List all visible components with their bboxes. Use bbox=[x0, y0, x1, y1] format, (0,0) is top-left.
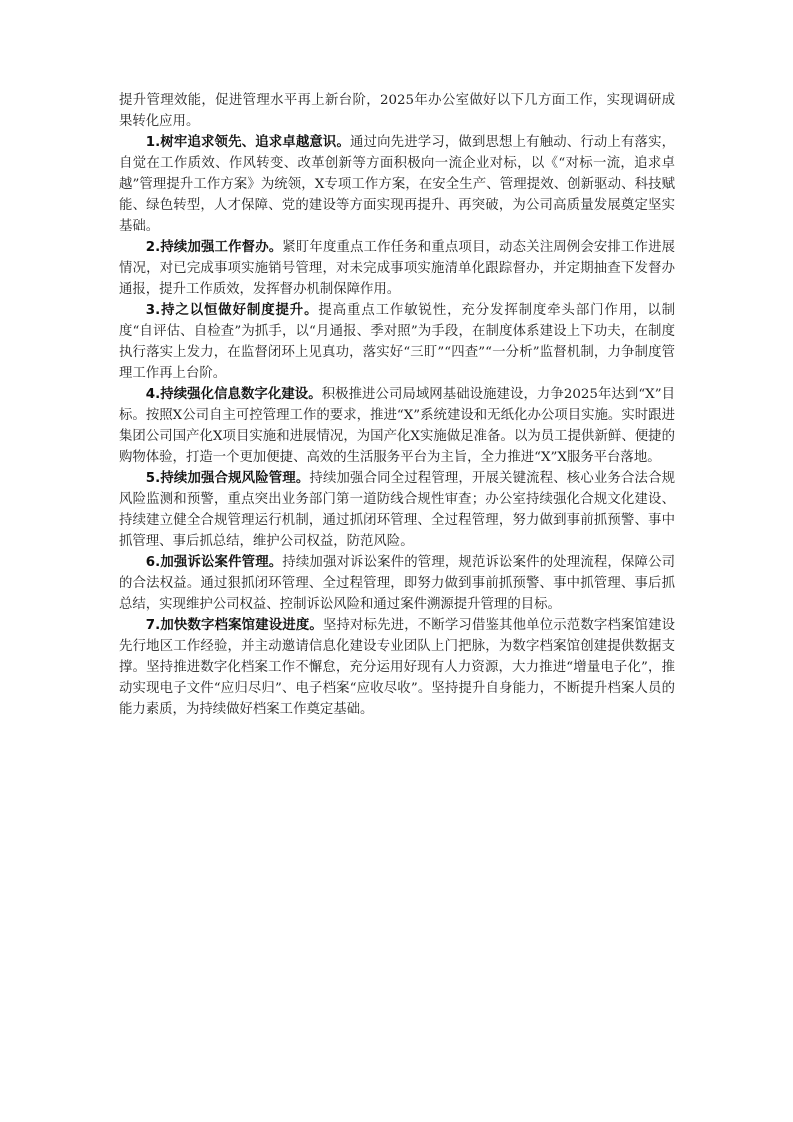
section-7-paragraph bbox=[119, 615, 675, 720]
section-2-paragraph bbox=[119, 237, 675, 300]
section-1-body: 通过向先进学习，做到思想上有触动、行动上有落实，自觉在工作质效、作风转变、改革创新等方面积极向一流企业对标，以《“对标一流，追求卓越”管理提升工作方案》为统领，X专项工作方案，在安全生产、管理提效、创新驱动、科技赋能、绿色转型，人才保障、党的建设等方面实现再提升、再突破，为公司高质量发展奠定坚实基础。 bbox=[119, 135, 676, 234]
section-2-body: 紧盯年度重点工作任务和重点项目，动态关注周例会安排工作进展情况，对已完成事项实施销号管理，对未完成事项实施清单化跟踪督办，并定期抽查下发督办通报，提升工作质效，发挥督办机制保障作用。 bbox=[119, 240, 676, 297]
section-4-body: 积极推进公司局域网基础设施建设，力争2025年达到“X”目标。按照X公司自主可控管理工作的要求，推进“X”系统建设和无纸化办公项目实施。实时跟进集团公司国产化X项目实施和进展情况，为国产化X实施做足准备。以为员工提供新鲜、便捷的购物体验，打造一个更加便捷、高效的生活服务平台为主旨，全力推进“X”X服务平台落地。 bbox=[119, 387, 675, 465]
document-page bbox=[119, 90, 675, 720]
section-5-heading: 5.持续加强合规风险管理。 bbox=[145, 471, 310, 486]
section-6-paragraph bbox=[119, 552, 675, 615]
section-7-body: 坚持对标先进，不断学习借鉴其他单位示范数字档案馆建设先行地区工作经验，并主动邀请信息化建设专业团队上门把脉，为数字档案馆创建提供数据支撑。坚持推进数字化档案工作不懈怠，充分运用好现有人力资源，大力推进“增量电子化”，推动实现电子文件“应归尽归”、电子档案“应收尽收”。坚持提升自身能力，不断提升档案人员的能力素质，为持续做好档案工作奠定基础。 bbox=[119, 618, 676, 717]
section-5-paragraph bbox=[119, 468, 675, 552]
section-3-paragraph bbox=[119, 300, 675, 384]
section-4-paragraph bbox=[119, 384, 675, 468]
section-5-body: 持续加强合同全过程管理，开展关键流程、核心业务合法合规风险监测和预警，重点突出业务部门第一道防线合规性审查；办公室持续强化合规文化建设、持续建立健全合规管理运行机制，通过抓闭环管理、全过程管理，努力做到事前抓预警、事中抓管理、事后抓总结，维护公司权益，防范风险。 bbox=[119, 471, 676, 549]
section-2-heading: 2.持续加强工作督办。 bbox=[145, 240, 283, 255]
section-3-body: 提高重点工作敏锐性，充分发挥制度牵头部门作用，以制度“自评估、自检查”为抓手，以“月通报、季对照”为手段，在制度体系建设上下功夫，在制度执行落实上发力，在监督闭环上见真功，落实好“三盯”“四查”“一分析”监督机制，力争制度管理工作再上台阶。 bbox=[119, 303, 676, 381]
intro-paragraph: 提升管理效能，促进管理水平再上新台阶，2025年办公室做好以下几方面工作，实现调研成果转化应用。 bbox=[119, 93, 675, 129]
section-1-heading: 1.树牢追求领先、追求卓越意识。 bbox=[145, 135, 351, 150]
section-4-heading: 4.持续强化信息数字化建设。 bbox=[145, 387, 322, 402]
section-6-heading: 6.加强诉讼案件管理。 bbox=[145, 555, 283, 570]
section-7-heading: 7.加快数字档案馆建设进度。 bbox=[145, 618, 323, 633]
section-6-body: 持续加强对诉讼案件的管理，规范诉讼案件的处理流程，保障公司的合法权益。通过狠抓闭环管理、全过程管理，即努力做到事前抓预警、事中抓管理、事后抓总结，实现维护公司权益、控制诉讼风险和通过案件溯源提升管理的目标。 bbox=[119, 555, 676, 612]
section-3-heading: 3.持之以恒做好制度提升。 bbox=[145, 303, 319, 318]
section-1-paragraph bbox=[119, 132, 675, 237]
